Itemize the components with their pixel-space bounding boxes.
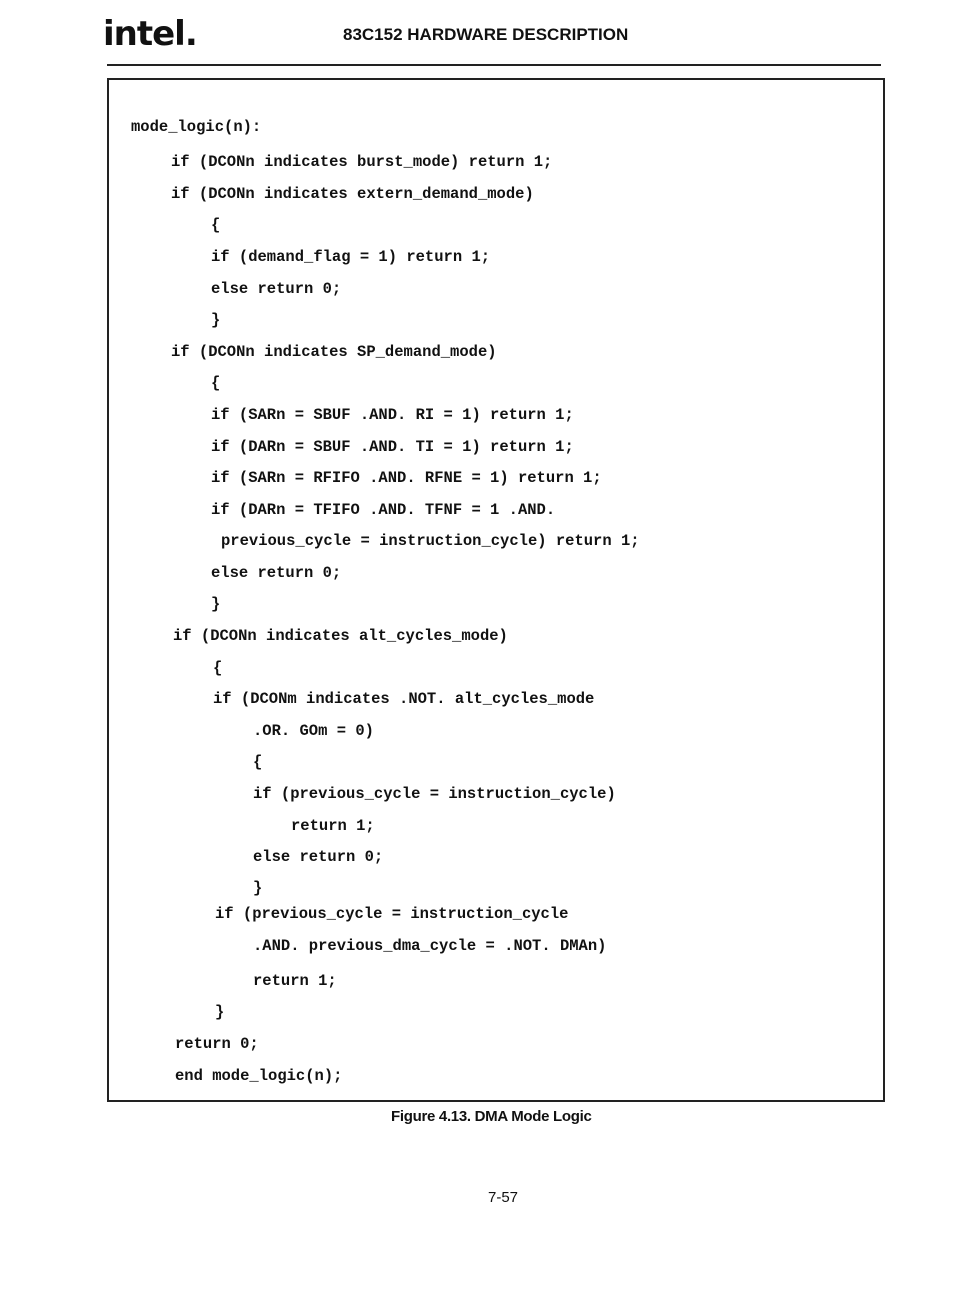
code-line: if (DARn = TFIFO .AND. TFNF = 1 .AND.	[211, 501, 556, 519]
code-line: return 1;	[291, 817, 375, 835]
intel-logo: intel.	[103, 14, 197, 54]
code-line: if (DCONn indicates extern_demand_mode)	[171, 185, 534, 203]
code-line: return 0;	[175, 1035, 259, 1053]
page-header-title: 83C152 HARDWARE DESCRIPTION	[343, 25, 629, 44]
code-line: }	[215, 1003, 225, 1021]
code-line: if (DARn = SBUF .AND. TI = 1) return 1;	[211, 438, 574, 456]
code-line: {	[211, 374, 221, 392]
code-line: }	[253, 879, 263, 897]
code-listing-box	[107, 78, 885, 1102]
code-line: if (demand_flag = 1) return 1;	[211, 248, 491, 266]
code-line: {	[211, 216, 221, 234]
code-line: else return 0;	[211, 564, 342, 582]
code-line: else return 0;	[211, 280, 342, 298]
code-line: }	[211, 311, 221, 329]
code-line: end mode_logic(n);	[175, 1067, 343, 1085]
page-number: 7-57	[488, 1189, 519, 1206]
code-line: {	[213, 659, 223, 677]
code-line: mode_logic(n):	[131, 118, 262, 136]
code-line: if (DCONn indicates burst_mode) return 1;	[171, 153, 553, 171]
code-line: }	[211, 595, 221, 613]
code-line: return 1;	[253, 972, 337, 990]
code-line: .OR. GOm = 0)	[253, 722, 374, 740]
code-line: else return 0;	[253, 848, 384, 866]
code-line: if (SARn = RFIFO .AND. RFNE = 1) return 1;	[211, 469, 602, 487]
code-line: if (DCONn indicates alt_cycles_mode)	[173, 627, 508, 645]
figure-caption: Figure 4.13. DMA Mode Logic	[391, 1108, 592, 1125]
header-divider	[107, 64, 881, 66]
code-line: if (previous_cycle = instruction_cycle	[215, 905, 569, 923]
code-line: previous_cycle = instruction_cycle) return 1;	[221, 532, 640, 550]
code-line: if (SARn = SBUF .AND. RI = 1) return 1;	[211, 406, 574, 424]
code-line: {	[253, 753, 263, 771]
code-line: if (DCONm indicates .NOT. alt_cycles_mode	[213, 690, 595, 708]
code-line: if (previous_cycle = instruction_cycle)	[253, 785, 616, 803]
code-line: if (DCONn indicates SP_demand_mode)	[171, 343, 497, 361]
code-line: .AND. previous_dma_cycle = .NOT. DMAn)	[253, 937, 607, 955]
